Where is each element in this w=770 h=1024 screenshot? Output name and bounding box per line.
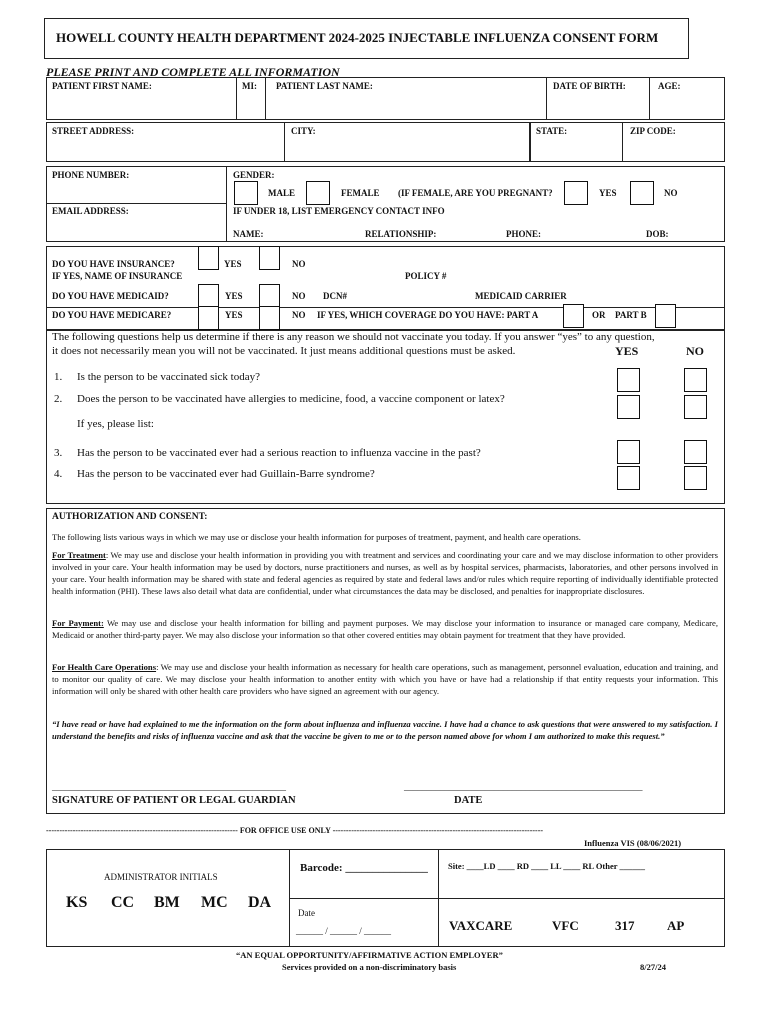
pregnant-question: (IF FEMALE, ARE YOU PREGNANT?	[398, 188, 553, 198]
operations-text: : We may use and disclose your health information as necessary for health care operations, such as management, personnel evaluation, education and training, and to monitor our quality of care. We may disclose your health information to another entity with which you have or have had a relationship if that entity requests your information. This information will only be shared with other health care providers who have signed an agreement with our agency.	[52, 662, 719, 696]
medicaid-no-checkbox[interactable]	[259, 284, 280, 308]
payment-paragraph	[52, 617, 718, 641]
state-field[interactable]: STATE:	[536, 126, 568, 136]
medicare-coverage-label: IF YES, WHICH COVERAGE DO YOU HAVE: PART A	[317, 310, 539, 320]
insurance-yes-label: YES	[224, 259, 242, 269]
footer-services: Services provided on a non-discriminatory basis	[282, 962, 457, 972]
q3-no-checkbox[interactable]	[684, 440, 707, 464]
office-divider-h	[289, 898, 725, 899]
zip-field[interactable]: ZIP CODE:	[630, 126, 676, 136]
footer-eeo: “AN EQUAL OPPORTUNITY/AFFIRMATIVE ACTION EMPLOYER”	[236, 950, 503, 960]
q1-number: 1.	[54, 371, 63, 383]
treatment-paragraph	[52, 549, 718, 597]
q2-text: Does the person to be vaccinated have allergies to medicine, food, a vaccine component or latex?	[77, 393, 505, 405]
consent-heading: AUTHORIZATION AND CONSENT:	[52, 512, 208, 522]
ec-name-field[interactable]: NAME:	[233, 229, 264, 239]
contact-divider	[226, 166, 227, 242]
operations-label: For Health Care Operations	[52, 662, 157, 672]
q2-yes-checkbox[interactable]	[617, 395, 640, 419]
q4-yes-checkbox[interactable]	[617, 466, 640, 490]
phone-field[interactable]: PHONE NUMBER:	[52, 170, 130, 180]
part-b-label: PART B	[615, 310, 647, 320]
part-a-checkbox[interactable]	[563, 304, 584, 328]
q4-no-checkbox[interactable]	[684, 466, 707, 490]
pregnant-yes-label: YES	[599, 188, 617, 198]
office-date-field[interactable]: ______ / ______ / ______	[296, 926, 392, 936]
ap-option[interactable]: AP	[667, 918, 685, 933]
under18-label: IF UNDER 18, LIST EMERGENCY CONTACT INFO	[233, 206, 445, 216]
q1-no-checkbox[interactable]	[684, 368, 707, 392]
317-option[interactable]: 317	[615, 918, 635, 933]
dcn-field[interactable]: DCN#	[323, 291, 347, 301]
yes-column-header: YES	[615, 344, 639, 358]
gender-label: GENDER:	[233, 170, 275, 180]
insurance-no-label: NO	[292, 259, 306, 269]
q2-list-field[interactable]: If yes, please list:	[77, 418, 154, 430]
male-checkbox[interactable]	[234, 181, 258, 205]
screening-intro-2: it does not necessarily mean you will not be vaccinated. It just means additional questions must be asked.	[52, 345, 516, 357]
signature-line[interactable]: ____________________________________________________	[52, 782, 286, 792]
insurance-name-field[interactable]: IF YES, NAME OF INSURANCE	[52, 271, 183, 281]
medicare-yes-checkbox[interactable]	[198, 306, 219, 330]
form-title: HOWELL COUNTY HEALTH DEPARTMENT 2024-2025 INJECTABLE INFLUENZA CONSENT FORM	[56, 30, 659, 45]
part-b-checkbox[interactable]	[655, 304, 676, 328]
q1-yes-checkbox[interactable]	[617, 368, 640, 392]
pregnant-no-checkbox[interactable]	[630, 181, 654, 205]
payment-text: We may use and disclose your health information for billing and payment purposes. We may disclose your information to insurance or managed care company, Medicare, Medicaid or another third-party payer. We may also disclose your information so that other covered entities may obtain payment for treatment that they have provided.	[52, 618, 718, 640]
medicaid-carrier-field[interactable]: MEDICAID CARRIER	[475, 291, 567, 301]
screening-intro-1: The following questions help us determine if there is any reason we should not vaccinate you today. If you answer “yes” to any question,	[52, 331, 655, 343]
medicaid-yes-checkbox[interactable]	[198, 284, 219, 308]
medicare-yes-label: YES	[225, 310, 243, 320]
email-field[interactable]: EMAIL ADDRESS:	[52, 206, 129, 216]
consent-statement: “I have read or have had explained to me the information on the form about influenza and influenza vaccine. I have had a chance to ask questions that were answered to my satisfaction. I understand the benefits and risks of influenza vaccine and ask that the vaccine be given to me or to the person named above for whom I am authorized to make this request.”	[52, 719, 718, 741]
footer-date: 8/27/24	[640, 962, 666, 972]
q4-number: 4.	[54, 468, 63, 480]
operations-paragraph	[52, 661, 718, 697]
medicare-question: DO YOU HAVE MEDICARE?	[52, 310, 172, 320]
contact-hline	[46, 203, 226, 204]
city-field[interactable]: CITY:	[291, 126, 316, 136]
medicaid-question: DO YOU HAVE MEDICAID?	[52, 291, 169, 301]
q2-number: 2.	[54, 393, 63, 405]
initial-cc[interactable]: CC	[111, 894, 135, 911]
ec-dob-field[interactable]: DOB:	[646, 229, 669, 239]
q3-text: Has the person to be vaccinated ever had a serious reaction to influenza vaccine in the past?	[77, 447, 481, 459]
male-label: MALE	[268, 188, 295, 198]
medicare-no-label: NO	[292, 310, 306, 320]
treatment-label: For Treatment	[52, 550, 106, 560]
vaxcare-option[interactable]: VAXCARE	[449, 918, 513, 933]
mi-field[interactable]: MI:	[242, 81, 257, 91]
office-use-divider: ------------------------------------------------------------------------ FOR OFFICE USE ONLY -------------------------------------------------------------------------------	[46, 826, 544, 835]
treatment-text: : We may use and disclose your health information in providing you with treatment and services and coordinating your care and we may disclose information to other providers involved in your care. Your health information may be used by doctors, nurse practitioners and nurses, as well as by hospital services, pharmacists, laboratories, and other persons involved in your care. Your health information may be shared with state and federal agencies as required by state and federal laws and/or rules which require reporting of individually identifiable protected health information (PHI). These laws also detail what data are confidential, under what circumstances the data may be disclosed, and penalties for inappropriate disclosures.	[52, 550, 718, 596]
office-divider-v2	[438, 849, 439, 947]
initial-ks[interactable]: KS	[66, 894, 88, 911]
date-line[interactable]: _____________________________________________________	[404, 782, 643, 792]
or-label: OR	[592, 310, 606, 320]
policy-field[interactable]: POLICY #	[405, 271, 447, 281]
city-cell	[284, 122, 530, 162]
date-label: DATE	[454, 795, 483, 806]
medicaid-no-label: NO	[292, 291, 306, 301]
no-column-header: NO	[686, 344, 704, 358]
ec-relationship-field[interactable]: RELATIONSHIP:	[365, 229, 437, 239]
consent-lead: The following lists various ways in which we may use or disclose your health information for purposes of treatment, payment, and health care operations.	[52, 532, 581, 542]
insurance-yes-checkbox[interactable]	[198, 246, 219, 270]
insurance-question: DO YOU HAVE INSURANCE?	[52, 259, 175, 269]
signature-label: SIGNATURE OF PATIENT OR LEGAL GUARDIAN	[52, 795, 296, 806]
q3-yes-checkbox[interactable]	[617, 440, 640, 464]
vis-version: Influenza VIS (08/06/2021)	[584, 838, 682, 848]
q4-text: Has the person to be vaccinated ever had Guillain-Barre syndrome?	[77, 468, 375, 480]
first-name-field[interactable]: PATIENT FIRST NAME:	[52, 81, 152, 91]
dob-field[interactable]: DATE OF BIRTH:	[553, 81, 626, 91]
q2-no-checkbox[interactable]	[684, 395, 707, 419]
ec-phone-field[interactable]: PHONE:	[506, 229, 541, 239]
barcode-field[interactable]: Barcode: _______________	[300, 862, 428, 874]
street-field[interactable]: STREET ADDRESS:	[52, 126, 135, 136]
vfc-option[interactable]: VFC	[552, 918, 579, 933]
female-label: FEMALE	[341, 188, 380, 198]
medicare-no-checkbox[interactable]	[259, 306, 280, 330]
initial-da[interactable]: DA	[248, 894, 272, 911]
female-checkbox[interactable]	[306, 181, 330, 205]
payment-label: For Payment:	[52, 618, 104, 628]
initial-mc[interactable]: MC	[201, 894, 228, 911]
office-date-label: Date	[298, 908, 315, 918]
initial-bm[interactable]: BM	[154, 894, 180, 911]
pregnant-yes-checkbox[interactable]	[564, 181, 588, 205]
admin-initials-label: ADMINISTRATOR INITIALS	[104, 872, 218, 882]
q1-text: Is the person to be vaccinated sick today?	[77, 371, 260, 383]
site-field[interactable]: Site: ____LD ____ RD ____ LL ____ RL Other ______	[448, 861, 646, 871]
medicaid-yes-label: YES	[225, 291, 243, 301]
last-name-field[interactable]: PATIENT LAST NAME:	[276, 81, 373, 91]
insurance-hline	[46, 307, 725, 308]
insurance-no-checkbox[interactable]	[259, 246, 280, 270]
pregnant-no-label: NO	[664, 188, 678, 198]
q3-number: 3.	[54, 447, 63, 459]
instruction-text: PLEASE PRINT AND COMPLETE ALL INFORMATION	[46, 65, 340, 79]
age-field[interactable]: AGE:	[658, 81, 681, 91]
